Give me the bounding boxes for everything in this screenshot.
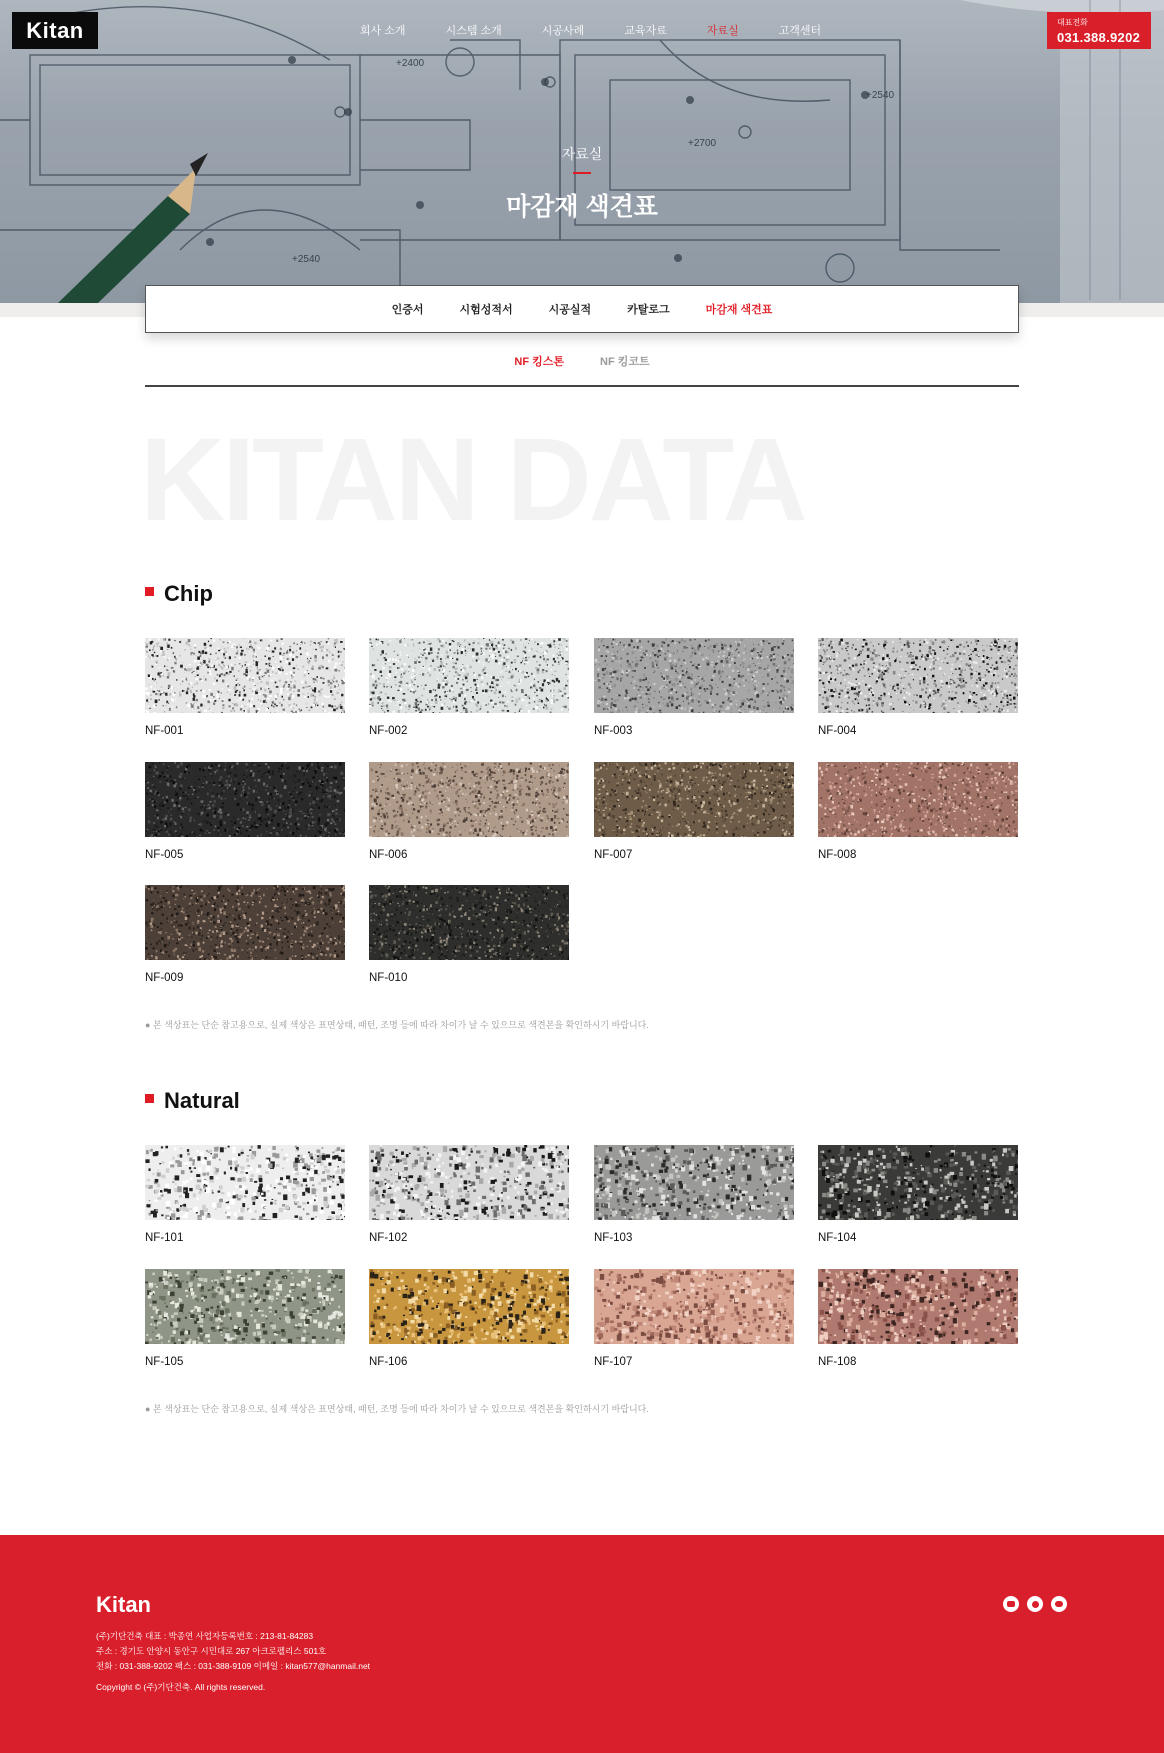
- swatch-code: NF-002: [369, 725, 408, 737]
- nav-support[interactable]: 고객센터: [778, 25, 822, 37]
- category-tabs: [145, 285, 1019, 333]
- swatch-texture: [594, 762, 794, 837]
- swatch-texture: [369, 1145, 569, 1220]
- nav-archive[interactable]: 자료실: [706, 25, 739, 37]
- swatch-card[interactable]: [369, 1269, 569, 1368]
- swatch-code: NF-004: [818, 725, 857, 737]
- nav-company[interactable]: 회사 소개: [360, 25, 406, 37]
- svg-text:+2700: +2700: [688, 138, 717, 149]
- swatch-texture: [594, 638, 794, 713]
- subtab-kingcoat[interactable]: NF 킹코트: [600, 356, 650, 368]
- nav-system[interactable]: 시스템 소개: [445, 25, 502, 37]
- swatch-texture: [145, 762, 345, 837]
- swatch-texture: [594, 1145, 794, 1220]
- swatch-code: NF-010: [369, 972, 408, 984]
- swatch-card[interactable]: [818, 762, 1018, 861]
- swatch-texture: [369, 885, 569, 960]
- nav-education[interactable]: 교육자료: [624, 25, 667, 37]
- swatch-card[interactable]: [369, 885, 569, 984]
- section-heading-natural: [145, 1090, 240, 1112]
- swatch-card[interactable]: [145, 762, 345, 861]
- swatch-texture: [145, 1145, 345, 1220]
- svg-text:+2540: +2540: [866, 90, 895, 101]
- heading-marker: [145, 1094, 154, 1103]
- swatch-texture: [818, 1145, 1018, 1220]
- swatch-card[interactable]: [369, 638, 569, 737]
- main-navigation: [340, 22, 841, 38]
- swatch-texture: [818, 762, 1018, 837]
- swatch-code: NF-001: [145, 725, 184, 737]
- swatch-code: NF-005: [145, 849, 184, 861]
- nav-cases[interactable]: 시공사례: [541, 25, 585, 37]
- swatch-card[interactable]: [594, 638, 794, 737]
- swatch-card[interactable]: [818, 1269, 1018, 1368]
- svg-text:+2400: +2400: [396, 58, 425, 69]
- color-disclaimer: ● 본 색상표는 단순 참고용으로, 실제 색상은 표면상태, 패턴, 조명 등에 따라 차이가 날 수 있으므로 색견본을 확인하시기 바랍니다.: [145, 1020, 649, 1030]
- svg-text:+2540: +2540: [292, 254, 321, 265]
- section-heading-chip: [145, 583, 213, 605]
- site-logo[interactable]: Kitan: [12, 12, 98, 49]
- swatch-code: NF-006: [369, 849, 408, 861]
- swatch-card[interactable]: [145, 885, 345, 984]
- swatch-code: NF-104: [818, 1232, 857, 1244]
- hero-banner: [0, 0, 1164, 303]
- subtabs-divider: [145, 385, 1019, 387]
- swatch-card[interactable]: [818, 1145, 1018, 1244]
- tab-test-report[interactable]: 시험성적서: [459, 304, 513, 316]
- tab-certificate[interactable]: 인증서: [391, 304, 424, 316]
- phone-call-box[interactable]: [1047, 12, 1151, 49]
- swatch-texture: [145, 1269, 345, 1344]
- swatch-card[interactable]: [594, 1269, 794, 1368]
- talk-icon[interactable]: [1051, 1596, 1067, 1612]
- hero-title: 마감재 색견표: [506, 193, 658, 221]
- company-line-1: (주)기단건축 대표 : 박종연 사업자등록번호 : 213-81-84283: [96, 1631, 314, 1641]
- instagram-icon[interactable]: [1027, 1596, 1043, 1612]
- copyright: Copyright © (주)기단건축. All rights reserved.: [96, 1682, 266, 1692]
- subtab-kingstone[interactable]: NF 킹스톤: [514, 356, 564, 368]
- swatch-card[interactable]: [145, 638, 345, 737]
- company-address: 주소 : 경기도 안양시 동안구 시민대로 267 아크로펠리스 501호: [96, 1646, 327, 1656]
- swatch-code: NF-106: [369, 1356, 408, 1368]
- watermark-text: KITAN DATA: [140, 414, 805, 546]
- swatch-code: NF-009: [145, 972, 184, 984]
- tab-catalog[interactable]: 카탈로그: [627, 304, 670, 316]
- color-disclaimer: ● 본 색상표는 단순 참고용으로, 실제 색상은 표면상태, 패턴, 조명 등에 따라 차이가 날 수 있으므로 색견본을 확인하시기 바랍니다.: [145, 1404, 649, 1414]
- social-links: [1003, 1596, 1067, 1612]
- swatch-code: NF-102: [369, 1232, 408, 1244]
- swatch-code: NF-007: [594, 849, 633, 861]
- swatch-card[interactable]: [145, 1269, 345, 1368]
- tab-track-record[interactable]: 시공실적: [548, 304, 592, 316]
- swatch-card[interactable]: [818, 638, 1018, 737]
- swatch-texture: [818, 1269, 1018, 1344]
- swatch-card[interactable]: [594, 1145, 794, 1244]
- call-label: 대표전화: [1057, 18, 1088, 27]
- swatch-texture: [369, 638, 569, 713]
- section-title: Natural: [164, 1088, 240, 1113]
- company-info: [96, 1629, 370, 1674]
- swatch-texture: [818, 638, 1018, 713]
- swatch-texture: [369, 762, 569, 837]
- swatch-texture: [369, 1269, 569, 1344]
- company-contact: 전화 : 031-388-9202 팩스 : 031-388-9109 이메일 : kitan577@hanmail.net: [96, 1661, 371, 1671]
- swatch-code: NF-108: [818, 1356, 857, 1368]
- call-number: 031.388.9202: [1057, 30, 1141, 45]
- youtube-icon[interactable]: [1003, 1596, 1019, 1612]
- footer-logo[interactable]: Kitan: [96, 1592, 151, 1617]
- swatch-card[interactable]: [369, 762, 569, 861]
- section-title: Chip: [164, 581, 213, 606]
- swatch-code: NF-101: [145, 1232, 184, 1244]
- swatch-texture: [594, 1269, 794, 1344]
- swatch-code: NF-107: [594, 1356, 633, 1368]
- hero-subtitle: 자료실: [561, 146, 603, 162]
- swatch-card[interactable]: [369, 1145, 569, 1244]
- swatch-code: NF-103: [594, 1232, 633, 1244]
- swatch-code: NF-105: [145, 1356, 184, 1368]
- site-footer: [0, 1535, 1164, 1753]
- swatch-code: NF-003: [594, 725, 633, 737]
- swatch-card[interactable]: [145, 1145, 345, 1244]
- product-subtabs: [0, 353, 1164, 369]
- swatch-code: NF-008: [818, 849, 857, 861]
- heading-marker: [145, 587, 154, 596]
- swatch-texture: [145, 885, 345, 960]
- hero-divider: [573, 172, 591, 174]
- swatch-card[interactable]: [594, 762, 794, 861]
- tab-color-chart[interactable]: 마감재 색견표: [705, 304, 773, 316]
- swatch-texture: [145, 638, 345, 713]
